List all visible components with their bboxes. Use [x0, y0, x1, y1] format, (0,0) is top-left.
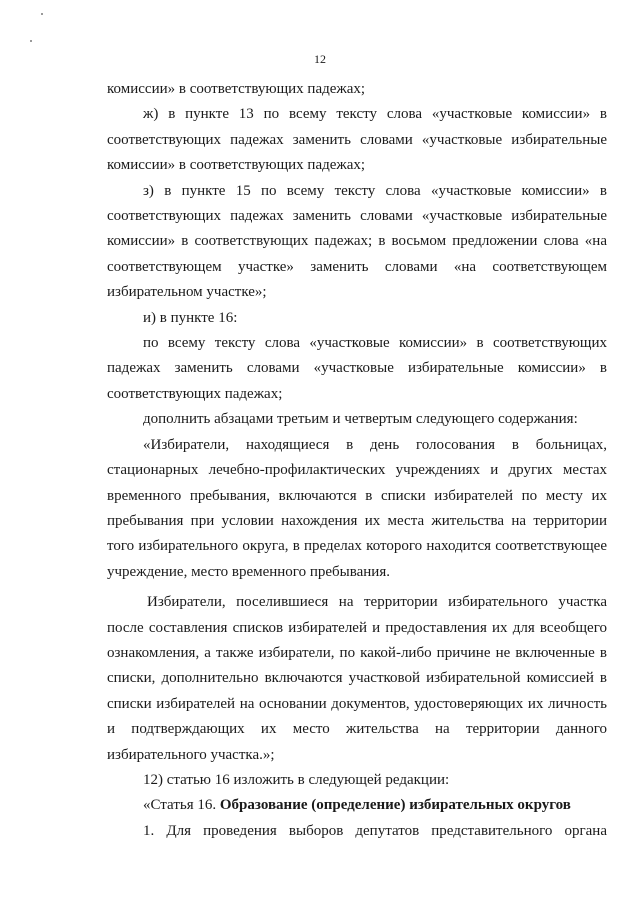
paragraph: и) в пункте 16:	[143, 309, 238, 326]
article-heading	[107, 793, 607, 818]
article-heading-title: Образование (определение) избирательных округов	[219, 797, 571, 814]
scan-artifact	[30, 40, 32, 42]
paragraph: дополнить абзацами третьим и четвертым следующего содержания:	[143, 411, 578, 428]
article-heading-prefix: «Статья 16.	[143, 797, 217, 814]
paragraph: по всему тексту слова «участковые комиссии» в соответствующих падежах заменить словами «участковые избирательные комиссии» в соответствующих падежах;	[107, 335, 607, 402]
quoted-paragraph: Избиратели, поселившиеся на территории избирательного участка после составления списков избирателей и предоставления их для всеобщего ознакомления, а также избиратели, по какой-либо причине не включенные в списки, дополнительно включаются участковой избирательной комиссией в списки избирателей на основании документов, удостоверяющих их личность и подтверждающих их место жительства на территории данного избирательного участка.»;	[107, 594, 607, 763]
document-body	[107, 77, 607, 844]
quoted-paragraph: «Избиратели, находящиеся в день голосования в больницах, стационарных лечебно-профилактических учреждениях и других местах временного пребывания, включаются в списки избирателей по месту их пребывания при условии нахождения их места жительства на территории того избирательного округа, в пределах которого находится соответствующее учреждение, место временного пребывания.	[107, 436, 607, 580]
paragraph: 12) статью 16 изложить в следующей редакции:	[143, 771, 450, 788]
scan-artifact	[41, 13, 43, 15]
paragraph: 1. Для проведения выборов депутатов представительного органа	[143, 822, 607, 839]
paragraph: з) в пункте 15 по всему тексту слова «участковые комиссии» в соответствующих падежах заменить словами «участковые избирательные комиссии» в соответствующих падежах; в восьмом предложении слова «на соответствующем участке» заменить словами «на соответствующем избирательном участке»;	[107, 182, 607, 301]
paragraph: ж) в пункте 13 по всему тексту слова «участковые комиссии» в соответствующих падежах заменить словами «участковые избирательные комиссии» в соответствующих падежах;	[107, 106, 607, 174]
page-number: 12	[314, 52, 326, 66]
paragraph: комиссии» в соответствующих падежах;	[107, 81, 366, 97]
